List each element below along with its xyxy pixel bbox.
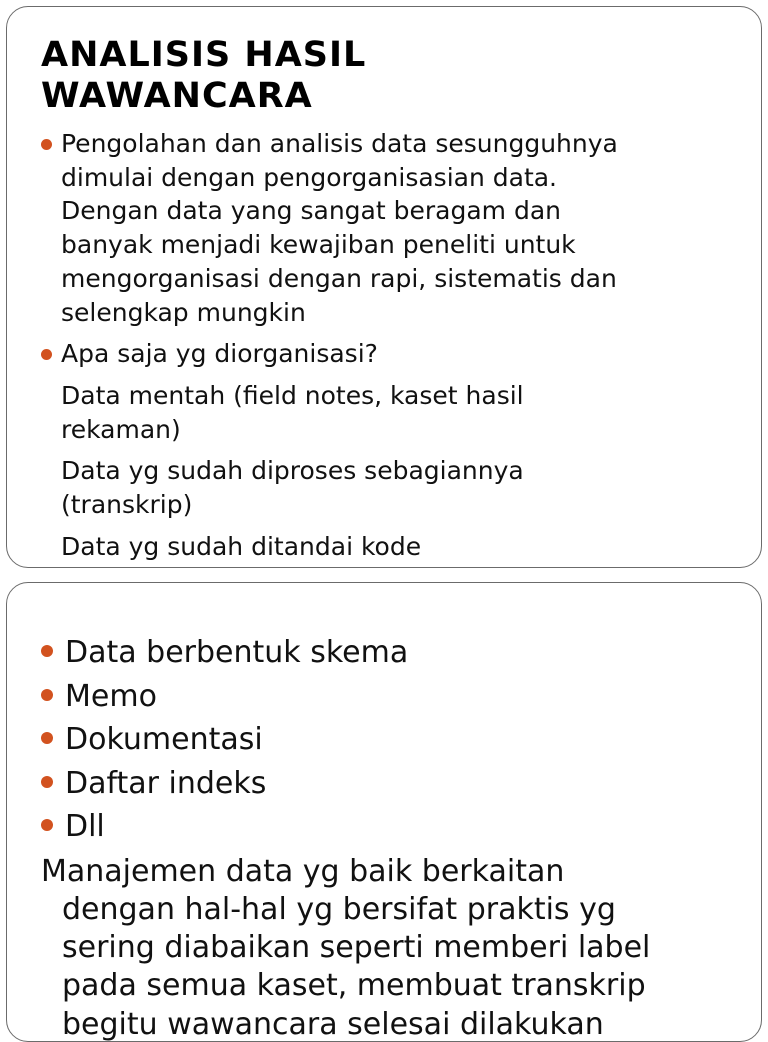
bullet-item xyxy=(41,127,741,329)
bullet-item xyxy=(41,631,761,675)
text-line: banyak menjadi kewajiban peneliti untuk xyxy=(61,228,741,262)
slide-1 xyxy=(6,6,762,568)
bullet-dot-icon xyxy=(41,689,53,701)
text-line: Data yg sudah ditandai kode xyxy=(61,530,741,564)
bullet-text: Memo xyxy=(65,679,157,714)
slide-2-body xyxy=(41,631,761,1042)
title-line: WAWANCARA xyxy=(41,76,366,117)
text-line: Data yg sudah diproses sebagiannya xyxy=(61,454,741,488)
sub-item xyxy=(41,379,741,446)
text-line: mengorganisasi dengan rapi, sistematis dan xyxy=(61,262,741,296)
text-line: Apa saja yg diorganisasi? xyxy=(61,337,741,371)
text-line: Data mentah (field notes, kaset hasil xyxy=(61,379,741,413)
bullet-item xyxy=(41,805,761,849)
slide-2 xyxy=(6,582,762,1042)
text-line: Pengolahan dan analisis data sesungguhnya xyxy=(61,127,741,161)
sub-item xyxy=(41,530,741,564)
text-line: rekaman) xyxy=(61,413,741,447)
text-line: (transkrip) xyxy=(61,488,741,522)
text-line: Dengan data yang sangat beragam dan xyxy=(61,194,741,228)
bullet-dot-icon xyxy=(41,349,52,360)
text-line: Manajemen data yg baik berkaitan xyxy=(41,853,761,891)
bullet-item xyxy=(41,675,761,719)
bullet-text: Dll xyxy=(65,809,105,844)
bullet-dot-icon xyxy=(41,139,52,150)
bullet-text: Data berbentuk skema xyxy=(65,635,408,670)
bullet-text: Daftar indeks xyxy=(65,766,266,801)
sub-item xyxy=(41,454,741,521)
text-line: sering diabaikan seperti memberi label xyxy=(41,929,761,967)
text-line: begitu wawancara selesai dilakukan xyxy=(41,1006,761,1042)
slide-1-body xyxy=(41,127,741,563)
text-line: dimulai dengan pengorganisasian data. xyxy=(61,161,741,195)
text-line: dengan hal-hal yg bersifat praktis yg xyxy=(41,891,761,929)
bullet-item xyxy=(41,337,741,371)
bullet-dot-icon xyxy=(41,776,53,788)
paragraph xyxy=(41,853,761,1042)
title-line: ANALISIS HASIL xyxy=(41,35,366,76)
bullet-item xyxy=(41,762,761,806)
slide-title xyxy=(41,35,366,117)
text-line: selengkap mungkin xyxy=(61,296,741,330)
bullet-dot-icon xyxy=(41,732,53,744)
text-line: pada semua kaset, membuat transkrip xyxy=(41,967,761,1005)
bullet-item xyxy=(41,718,761,762)
bullet-dot-icon xyxy=(41,645,53,657)
bullet-text: Dokumentasi xyxy=(65,722,263,757)
bullet-dot-icon xyxy=(41,819,53,831)
